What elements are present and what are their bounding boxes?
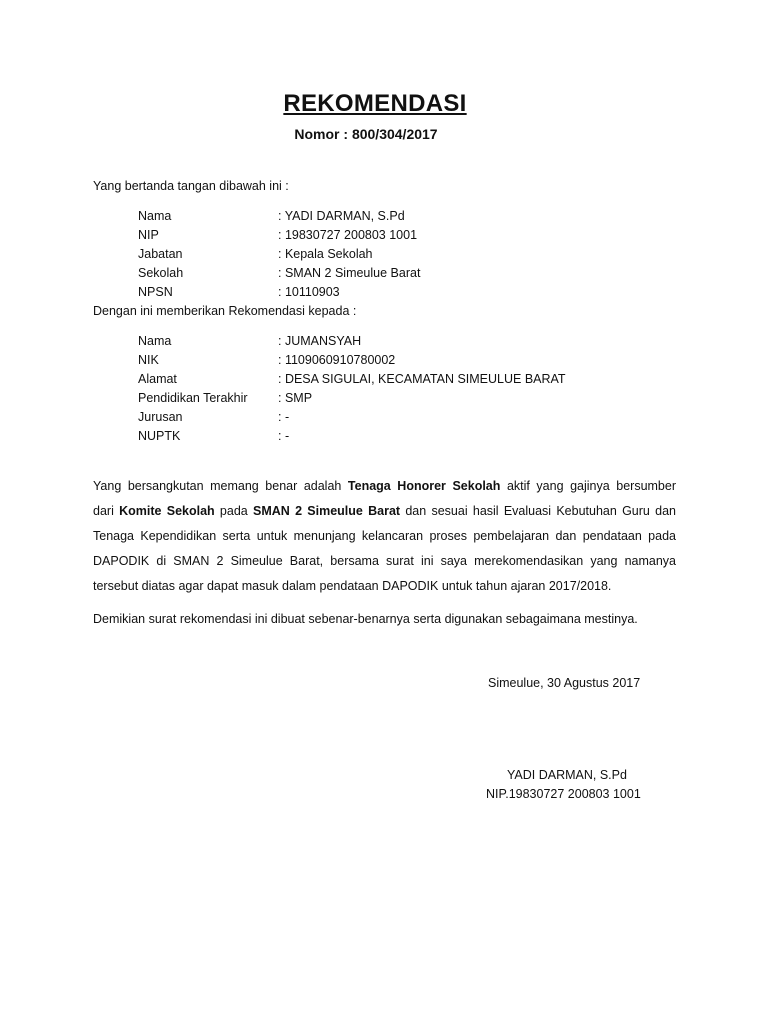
body-text: pada xyxy=(214,504,254,518)
body-line: tersebut diatas agar dapat masuk dalam pendataan DAPODIK untuk tahun ajaran 2017/2018. xyxy=(93,579,612,593)
recipient-label: Alamat xyxy=(138,372,177,386)
signer-label: NIP xyxy=(138,228,159,242)
signer-value: : 19830727 200803 1001 xyxy=(278,228,418,242)
signer-label: Nama xyxy=(138,209,172,223)
recipient-label: Jurusan xyxy=(138,410,183,424)
body-text: aktif yang gajinya bersumber xyxy=(500,479,676,493)
body-text: dan sesuai hasil Evaluasi Kebutuhan Guru dan xyxy=(400,504,676,518)
recipient-label: NIK xyxy=(138,353,159,367)
body-line xyxy=(93,474,676,499)
recipient-label: NUPTK xyxy=(138,429,181,443)
recipient-label: Nama xyxy=(138,334,172,348)
body-text: dari xyxy=(93,504,120,518)
signer-value: : YADI DARMAN, S.Pd xyxy=(278,209,405,223)
body-text-bold: SMAN 2 Simeulue Barat xyxy=(253,504,401,518)
signature-nip: NIP.19830727 200803 1001 xyxy=(486,787,641,801)
signer-value: : Kepala Sekolah xyxy=(278,247,373,261)
signature-name: YADI DARMAN, S.Pd xyxy=(507,768,627,782)
signer-value: : SMAN 2 Simeulue Barat xyxy=(278,266,421,280)
recipient-value: : JUMANSYAH xyxy=(278,334,362,348)
recipient-label: Pendidikan Terakhir xyxy=(138,391,248,405)
signer-label: Jabatan xyxy=(138,247,183,261)
letter-number: Nomor : 800/304/2017 xyxy=(294,126,438,142)
recipient-value: : SMP xyxy=(278,391,313,405)
body-line xyxy=(93,499,676,524)
recipient-value: : 1109060910780002 xyxy=(278,353,396,367)
body-line: DAPODIK di SMAN 2 Simeulue Barat, bersama surat ini saya merekomendasikan yang namanya xyxy=(93,554,676,568)
body-text: Yang bersangkutan memang benar adalah xyxy=(93,479,348,493)
recipient-intro: Dengan ini memberikan Rekomendasi kepada : xyxy=(93,304,357,318)
signer-label: Sekolah xyxy=(138,266,184,280)
signer-intro: Yang bertanda tangan dibawah ini : xyxy=(93,179,289,193)
recipient-value: : - xyxy=(278,429,290,443)
recipient-value: : - xyxy=(278,410,290,424)
letter-title: REKOMENDASI xyxy=(283,90,467,117)
signer-value: : 10110903 xyxy=(278,285,340,299)
body-paragraph xyxy=(93,474,676,599)
signer-label: NPSN xyxy=(138,285,173,299)
body-line: Tenaga Kependidikan serta untuk menunjang kelancaran proses pembelajaran dan pendataan pada xyxy=(93,529,676,543)
body-text-bold: Tenaga Honorer Sekolah xyxy=(347,479,501,493)
recipient-value: : DESA SIGULAI, KECAMATAN SIMEULUE BARAT xyxy=(278,372,566,386)
place-date: Simeulue, 30 Agustus 2017 xyxy=(488,676,641,690)
body-text-bold: Komite Sekolah xyxy=(119,504,215,518)
closing-sentence: Demikian surat rekomendasi ini dibuat sebenar-benarnya serta digunakan sebagaimana mestinya. xyxy=(93,612,638,626)
